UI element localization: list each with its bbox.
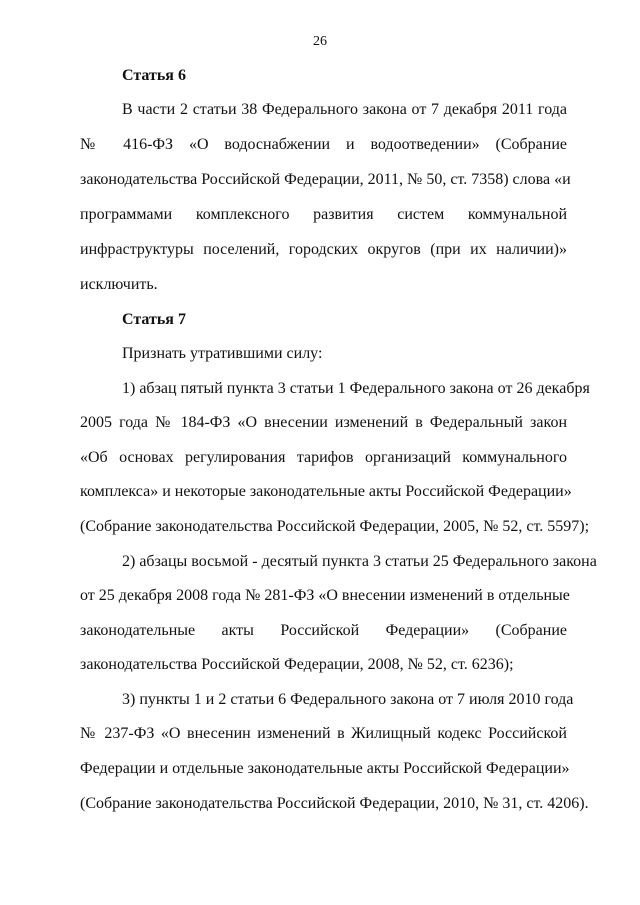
- article-7-item-2-line-4: законодательства Российской Федерации, 2008, № 52, ст. 6236);: [80, 656, 514, 673]
- article-7-item-2-line-3: законодательные акты Российской Федерации» (Собрание: [80, 622, 567, 639]
- article-7-item-1-line-4: комплекса» и некоторые законодательные акты Российской Федерации»: [80, 483, 572, 500]
- article-7-item-3-line-4: (Собрание законодательства Российской Федерации, 2010, № 31, ст. 4206).: [80, 795, 589, 812]
- article-6-line-6: исключить.: [80, 276, 158, 293]
- article-6-line-5: инфраструктуры поселений, городских округов (при их наличии)»: [80, 241, 567, 258]
- article-6-line-2: № 416-ФЗ «О водоснабжении и водоотведении» (Собрание: [80, 136, 567, 153]
- article-7-item-1-line-1: 1) абзац пятый пункта 3 статьи 1 Федерального закона от 26 декабря: [122, 380, 590, 397]
- page-number: 26: [313, 34, 327, 49]
- article-7-heading: Статья 7: [122, 311, 186, 328]
- article-7-item-1-line-3: «Об основах регулирования тарифов организаций коммунального: [80, 449, 567, 466]
- article-7-item-2-line-1: 2) абзацы восьмой - десятый пункта 3 статьи 25 Федерального закона: [122, 553, 597, 570]
- article-7-item-1-line-5: (Собрание законодательства Российской Федерации, 2005, № 52, ст. 5597);: [80, 518, 590, 535]
- article-6-line-1: В части 2 статьи 38 Федерального закона от 7 декабря 2011 года: [122, 101, 567, 118]
- article-6-line-4: программами комплексного развития систем коммунальной: [80, 206, 567, 223]
- article-7-item-3-line-3: Федерации и отдельные законодательные акты Российской Федерации»: [80, 760, 570, 777]
- article-7-item-2-line-2: от 25 декабря 2008 года № 281-ФЗ «О внесении изменений в отдельные: [80, 587, 570, 604]
- article-7-item-3-line-1: 3) пункты 1 и 2 статьи 6 Федерального закона от 7 июля 2010 года: [122, 691, 574, 708]
- article-7-item-1-line-2: 2005 года № 184-ФЗ «О внесении изменений в Федеральный закон: [80, 414, 567, 431]
- article-6-heading: Статья 6: [122, 67, 186, 84]
- article-6-line-3: законодательства Российской Федерации, 2011, № 50, ст. 7358) слова «и: [80, 171, 571, 188]
- article-7-intro: Признать утратившими силу:: [122, 345, 323, 362]
- article-7-item-3-line-2: № 237-ФЗ «О внесенин изменений в Жилищный кодекс Российской: [80, 725, 567, 742]
